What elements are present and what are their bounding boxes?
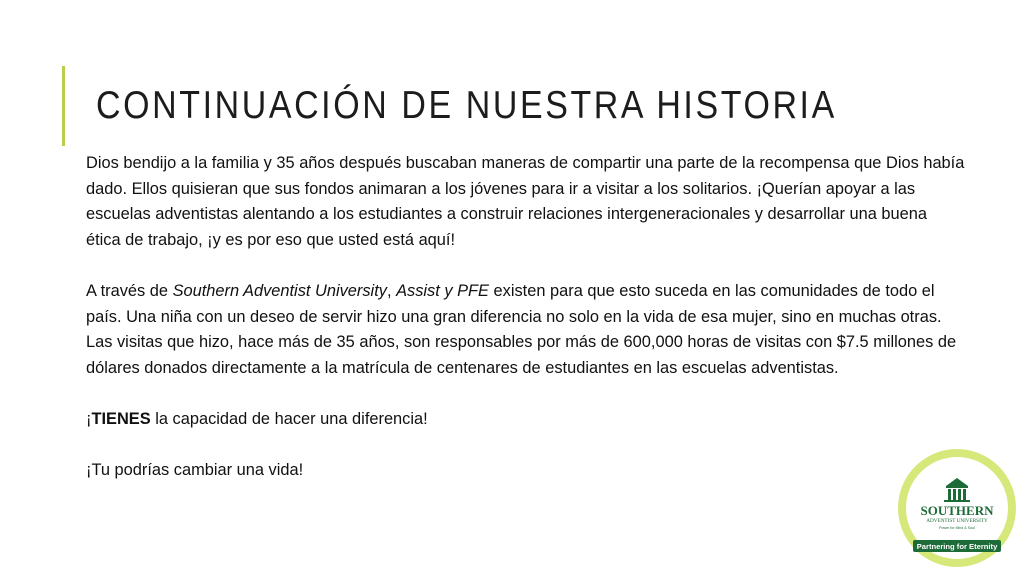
logo-banner-text: Partnering for Eternity [916, 542, 998, 551]
paragraph-history-part1: Dios bendijo a la familia y 35 años después buscaban maneras de compartir una parte de la recompensa que Dios había dado. Ellos quisieran que sus fondos animaran a los jóvenes para ir a visitar a los [86, 154, 965, 198]
paragraph-closing: ¡Tu podrías cambiar una vida! [86, 461, 304, 480]
southern-adventist-logo [896, 447, 1018, 569]
tienes-emphasis: TIENES [91, 409, 151, 428]
title-accent-bar [62, 66, 65, 146]
logo-tagline: Power for Mind & Soul [939, 526, 975, 530]
paragraph-programs-comma: , [386, 281, 397, 300]
university-name-emphasis: Southern Adventist University [172, 281, 387, 300]
paragraph-programs [86, 279, 966, 381]
slide-title: CONTINUACIÓN DE NUESTRA HISTORIA [96, 84, 837, 127]
logo-name-line1: SOUTHERN [920, 503, 994, 518]
paragraph-history-part2: . ¡Querían apoyar a las escuelas adventistas alentando a los estudiantes a construir relaciones intergeneracionales y desarrollar una buena ética de trabajo, ¡y es por eso que usted está aquí! [86, 179, 927, 249]
solitarios-emphasis: solitarios [682, 179, 748, 198]
paragraph-programs-part2: existen para que esto suceda en las comunidades de todo el país. Una niña con un deseo de servir hizo una gran diferencia no solo en la vida de esa mujer, sino en muchas otras. Las visitas que hizo, hace más de 35 años, son responsables por más de 600,000 horas de visitas con $7.5 millones de dólares donados directamente a la matrícula de centenares de estudiantes en las escuelas adventistas. [86, 281, 957, 377]
paragraph-capacity [86, 407, 966, 433]
paragraph-history [86, 151, 966, 253]
capacity-opening: ¡ [86, 409, 92, 428]
capacity-rest: la capacidad de hacer una diferencia! [150, 409, 428, 428]
slide-body [86, 151, 966, 484]
logo-name-line2: ADVENTIST UNIVERSITY [926, 518, 988, 524]
paragraph-programs-part1: A través de [86, 281, 173, 300]
programs-emphasis: Assist y PFE [396, 281, 489, 300]
